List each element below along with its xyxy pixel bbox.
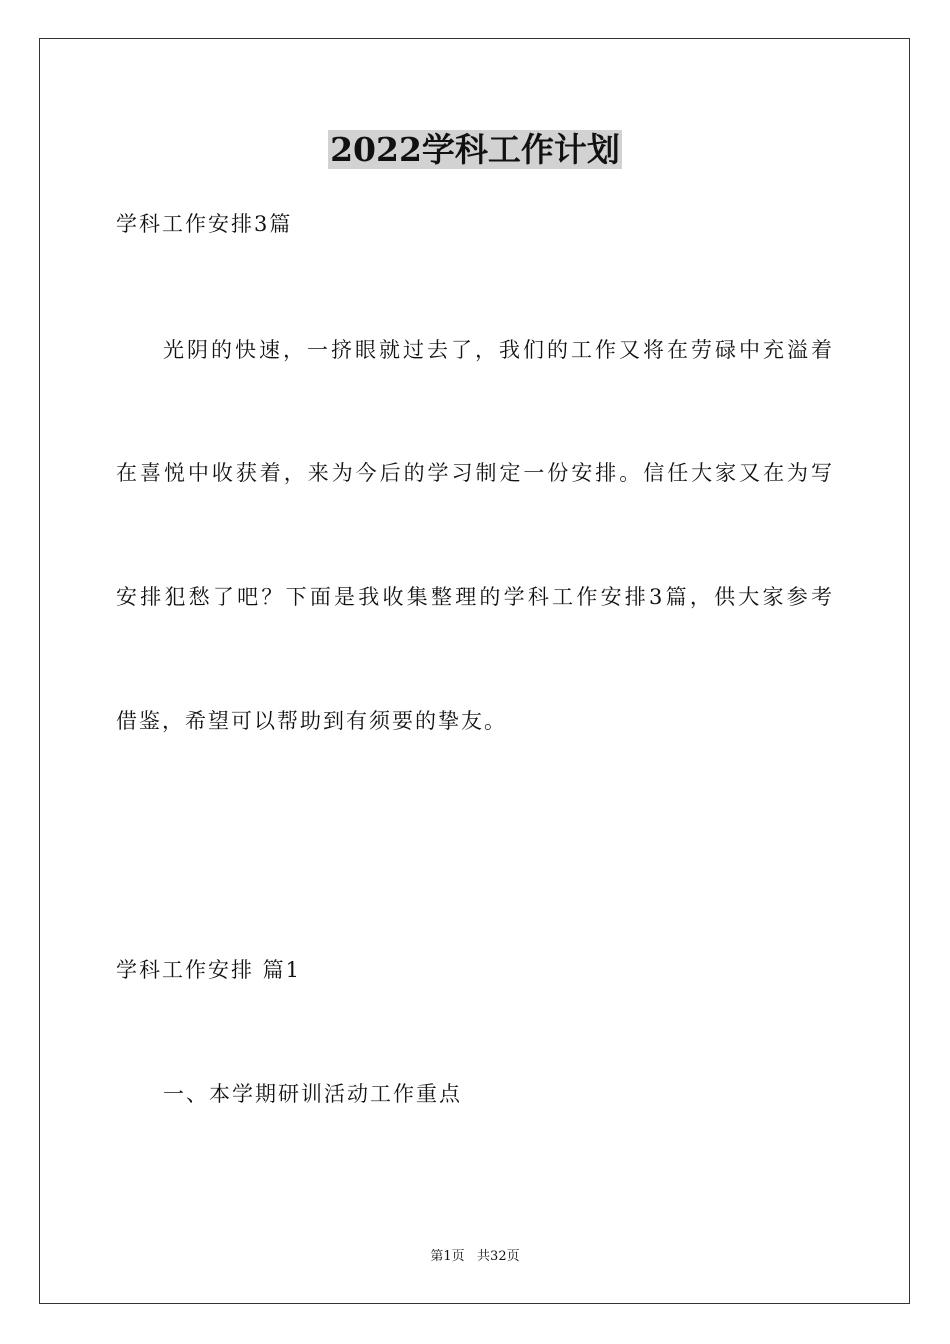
- document-subtitle: 学科工作安排3篇: [116, 212, 293, 236]
- intro-line-3: 安排犯愁了吧？下面是我收集整理的学科工作安排3篇，供大家参考: [116, 585, 832, 609]
- section-subheading: 一、本学期研训活动工作重点: [163, 1082, 462, 1106]
- document-title-text: 2022学科工作计划: [330, 130, 620, 169]
- intro-line-1: 光阴的快速，一挤眼就过去了，我们的工作又将在劳碌中充溢着: [163, 338, 832, 362]
- intro-line-2: 在喜悦中收获着，来为今后的学习制定一份安排。信任大家又在为写: [116, 461, 832, 485]
- section-heading: 学科工作安排 篇1: [116, 958, 302, 982]
- document-title: [0, 128, 950, 172]
- page-footer: 第1页 共32页: [430, 1249, 520, 1264]
- intro-line-4: 借鉴，希望可以帮助到有须要的挚友。: [116, 709, 507, 733]
